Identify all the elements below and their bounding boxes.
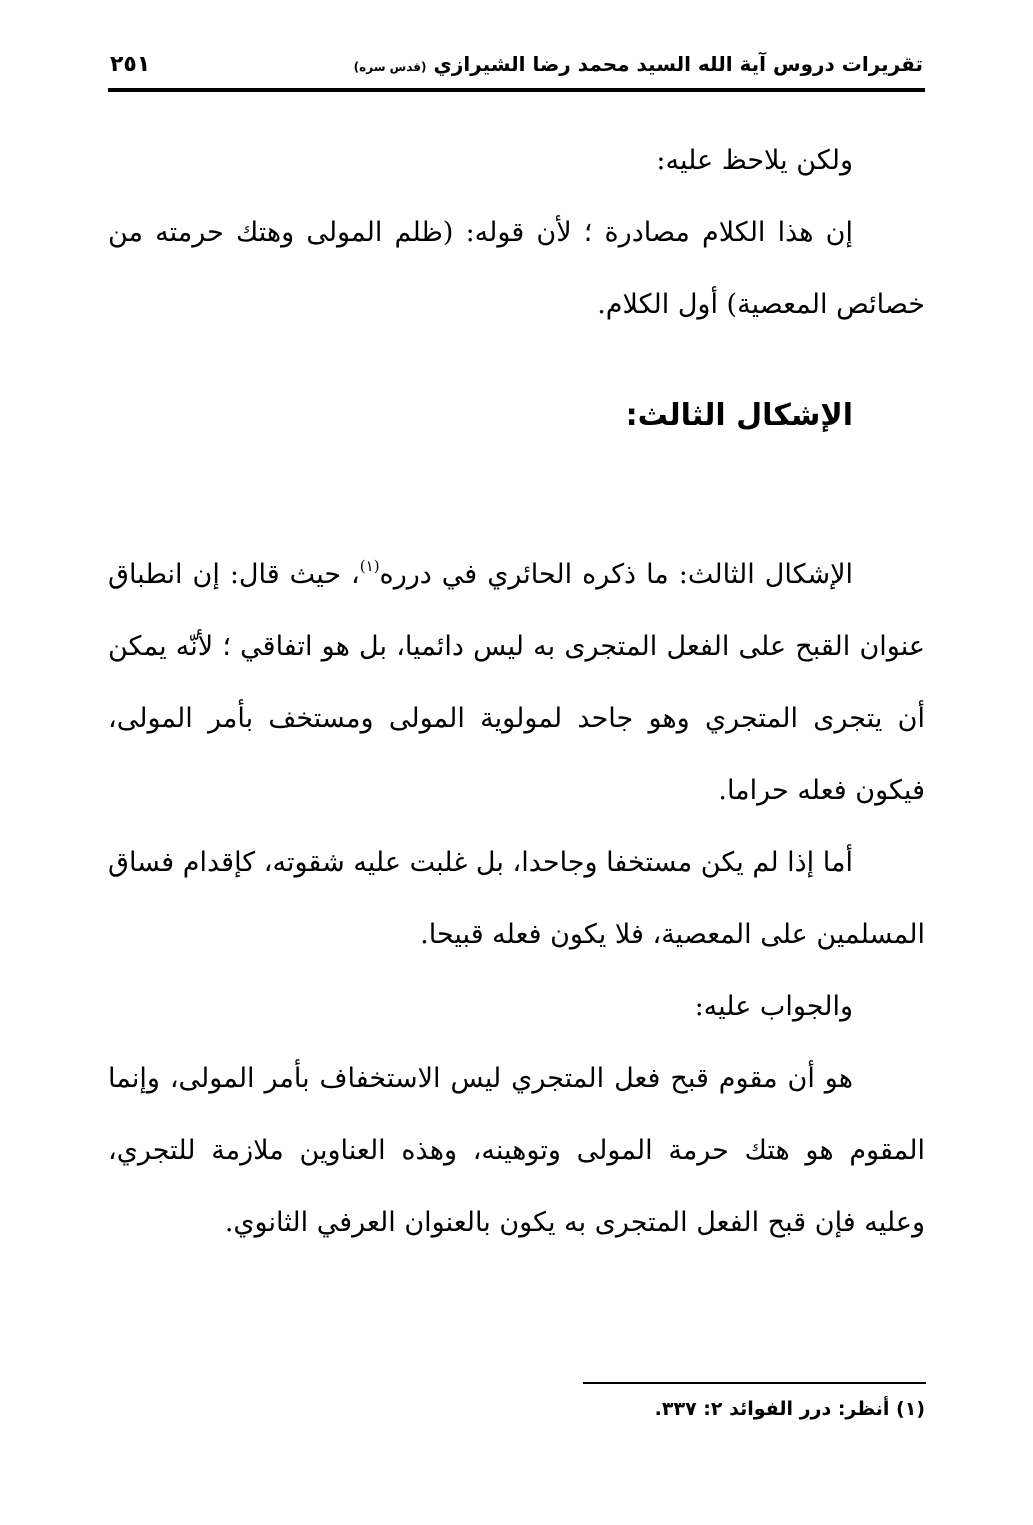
- paragraph-answer: هو أن مقوم قبح فعل المتجري ليس الاستخفاف بأمر المولى، وإنما المقوم هو هتك حرمة المولى وتوهينه، وهذه العناوين ملازمة للتجري، وعليه فإن قبح الفعل المتجرى به يكون بالعنوان العرفي الثانوي.: [108, 1063, 925, 1238]
- footnote-reference: (١): [359, 557, 380, 575]
- running-header: [110, 46, 923, 82]
- paragraph-third-objection-part1: الإشكال الثالث: ما ذكره الحائري في درره: [379, 559, 854, 590]
- footnote: (١) أنظر: درر الفوائد ٢: ٣٣٧.: [654, 1398, 925, 1420]
- book-title: [354, 52, 923, 76]
- section-2: [108, 539, 925, 1259]
- paragraph-observation: إن هذا الكلام مصادرة ؛ لأن قوله: (ظلم المولى وهتك حرمته من خصائص المعصية) أول الكلام.: [108, 217, 925, 320]
- paragraph-observation-intro: ولكن يلاحظ عليه:: [656, 145, 853, 176]
- paragraph-answer-intro: والجواب عليه:: [694, 991, 853, 1022]
- paragraph-third-objection-part2: ، حيث قال: إن انطباق عنوان القبح على الفعل المتجرى به ليس دائميا، بل هو اتفاقي ؛ لأنّه يمكن أن يتجرى المتجري وهو جاحد لمولوية المولى ومستخف بأمر المولى، فيكون فعله حراما.: [108, 559, 925, 806]
- section-heading: الإشكال الثالث:: [625, 398, 853, 433]
- paragraph-exception: أما إذا لم يكن مستخفا وجاحدا، بل غلبت عليه شقوته، كإقدام فساق المسلمين على المعصية، فلا يكون فعله قبيحا.: [108, 847, 925, 950]
- paragraph-third-objection: [108, 539, 925, 827]
- header-rule: [108, 88, 925, 92]
- section-1: [108, 125, 925, 341]
- book-title-suffix: (قدس سره): [353, 60, 427, 74]
- footnote-rule: [583, 1382, 926, 1384]
- page-number: ٢٥١: [110, 51, 151, 77]
- book-title-main: تقريرات دروس آية الله السيد محمد رضا الشيرازي: [433, 52, 923, 76]
